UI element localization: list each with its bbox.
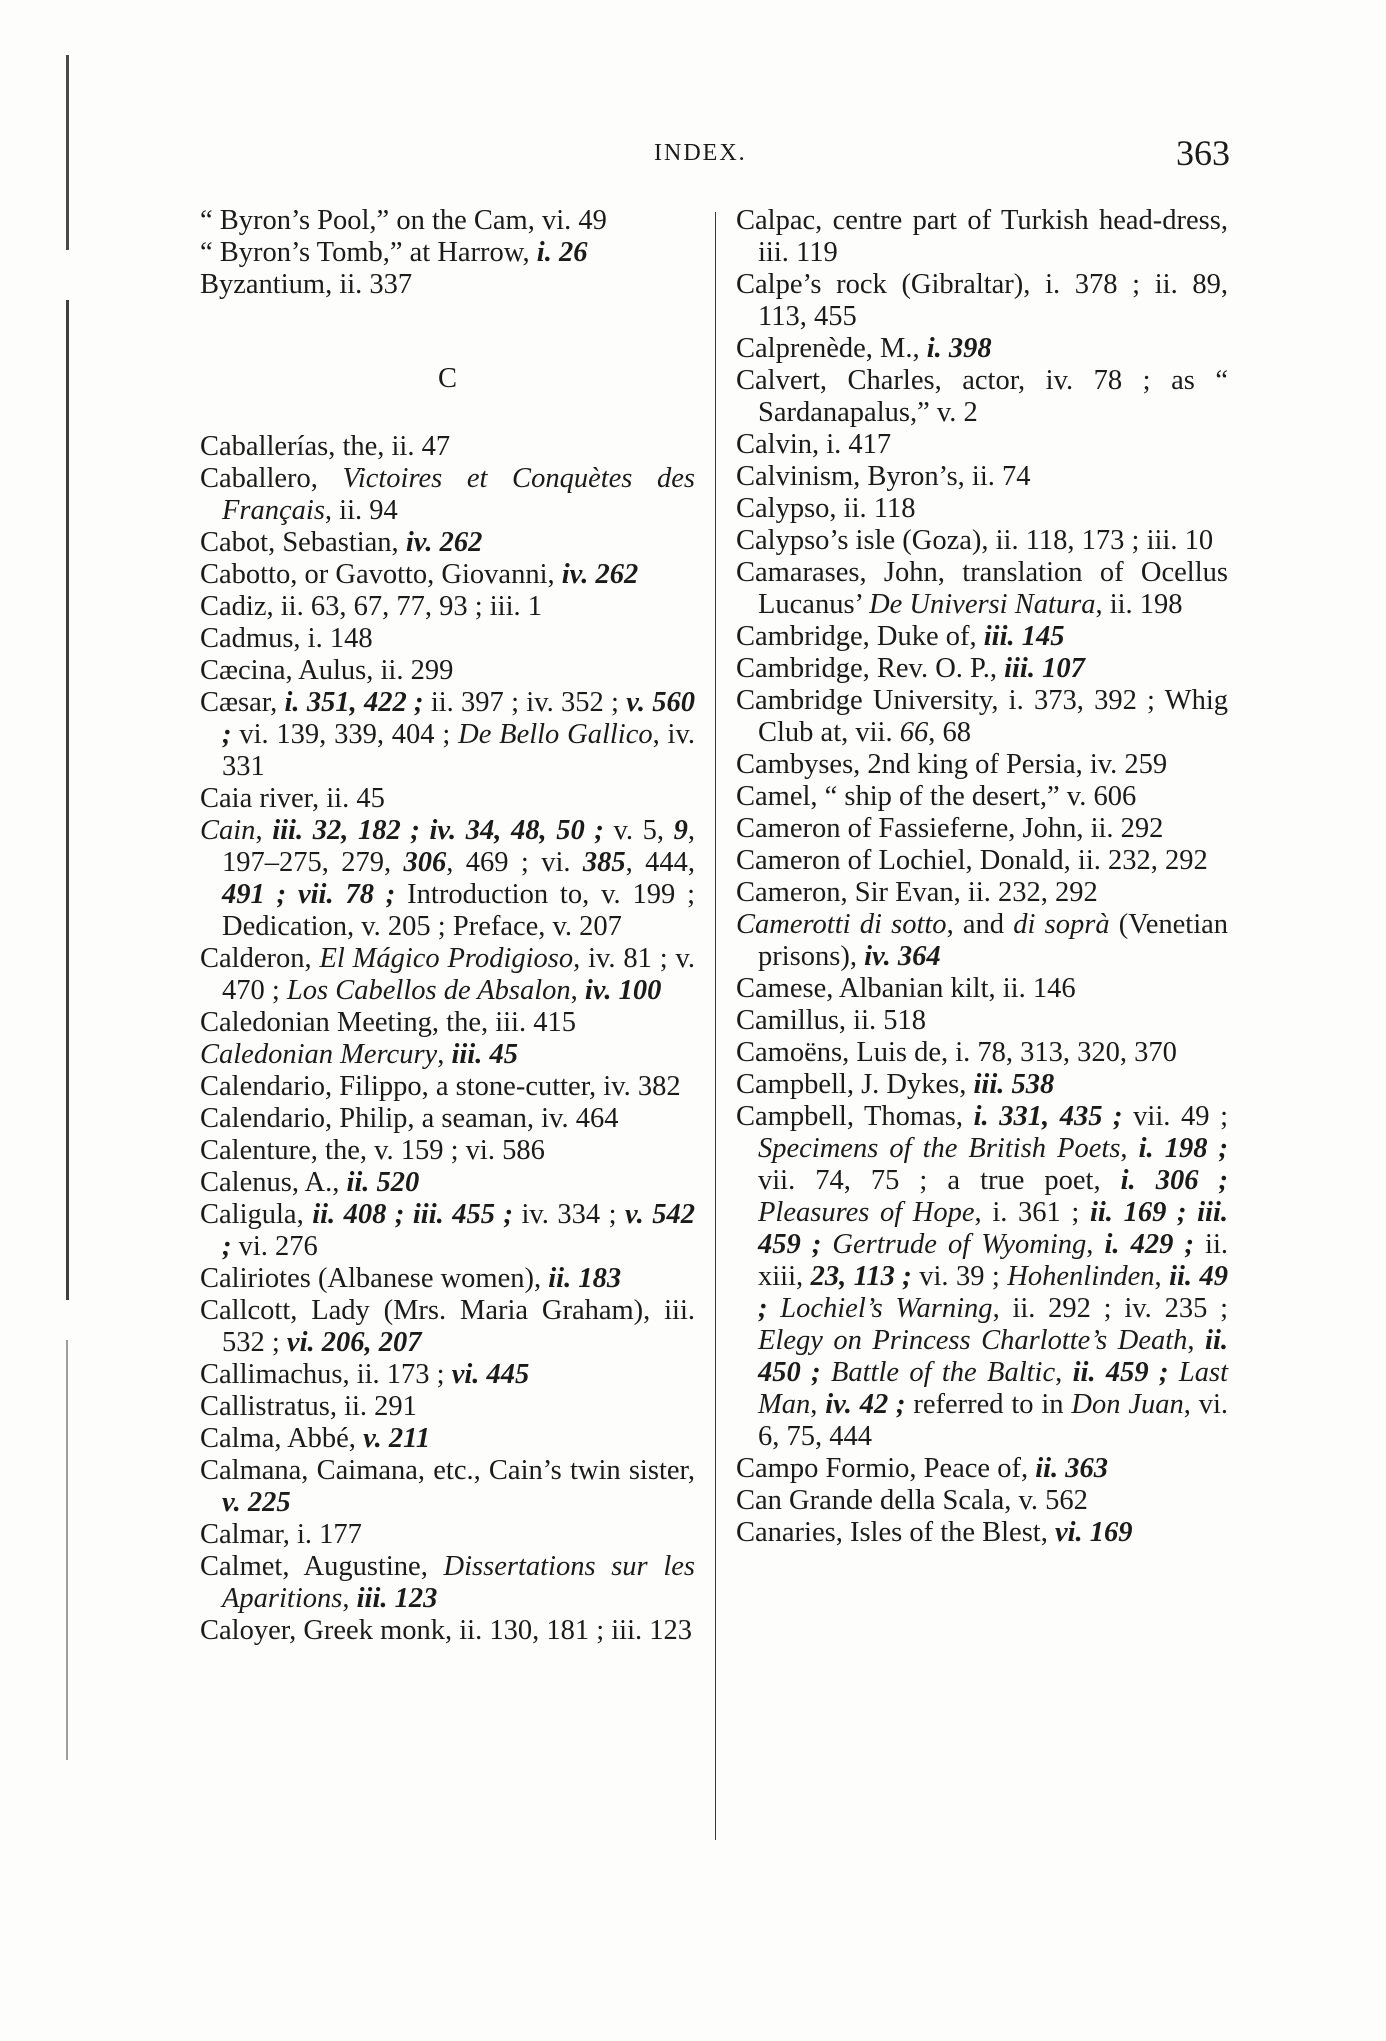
- entry-text: iii. 107: [1004, 653, 1085, 684]
- entry-text: Elegy on Princess Charlotte’s Death: [758, 1325, 1188, 1356]
- entry-text: iii. 45: [451, 1039, 518, 1070]
- index-entry: [200, 237, 695, 269]
- entry-text: ,: [1154, 1261, 1170, 1292]
- entry-text: ii. 49 ;: [758, 1261, 1229, 1324]
- entry-text: Pleasures of Hope: [758, 1197, 975, 1228]
- entry-text: Calpe’s rock (Gibraltar), i. 378 ; ii. 89, 113, 455: [736, 269, 1228, 332]
- index-entry: [200, 1295, 695, 1359]
- column-divider: [715, 212, 716, 1840]
- entry-text: Calma, Abbé,: [200, 1423, 364, 1454]
- index-entry: [200, 1615, 695, 1647]
- entry-text: , 469 ; vi.: [446, 847, 583, 878]
- entry-text: Camoëns, Luis de, i. 78, 313, 320, 370: [736, 1037, 1177, 1068]
- entry-text: referred to in: [905, 1389, 1072, 1420]
- index-entry: [200, 269, 695, 301]
- index-entry: [200, 1519, 695, 1551]
- entry-text: vii. 49 ;: [1122, 1101, 1228, 1132]
- index-entry: [200, 1455, 695, 1519]
- entry-text: , and: [946, 909, 1014, 940]
- index-entry: [736, 269, 1228, 333]
- index-entry: [200, 623, 695, 655]
- index-entry: [200, 1423, 695, 1455]
- margin-binding-line: [66, 1340, 68, 1760]
- entry-text: Caballero,: [200, 463, 343, 494]
- entry-text: Calypso’s isle (Goza), ii. 118, 173 ; iii. 10: [736, 525, 1214, 556]
- entry-text: i. 198 ;: [1138, 1133, 1228, 1164]
- entry-text: Calmana, Caimana, etc., Cain’s twin sister,: [200, 1455, 695, 1486]
- index-entry: [200, 559, 695, 591]
- entry-text: Calendario, Filippo, a stone-cutter, iv. 382: [200, 1071, 681, 1102]
- entry-text: ii. 520: [346, 1167, 420, 1198]
- entry-text: vii. 74, 75 ; a true poet,: [758, 1165, 1121, 1196]
- index-entry: [736, 1453, 1228, 1485]
- index-entry: [736, 973, 1228, 1005]
- entry-text: De Bello Gallico: [458, 719, 653, 750]
- entry-text: Gertrude of Wyoming: [832, 1229, 1087, 1260]
- entry-text: ii. 183: [548, 1263, 622, 1294]
- index-entry: [200, 205, 695, 237]
- entry-text: , ii. 292 ; iv. 235 ;: [992, 1293, 1228, 1324]
- entry-text: ,: [437, 1039, 452, 1070]
- section-gap: [200, 301, 695, 333]
- entry-text: Calendario, Philip, a seaman, iv. 464: [200, 1103, 619, 1134]
- entry-text: Dissertations sur les Aparitions: [222, 1551, 695, 1614]
- entry-text: ii. xiii,: [758, 1229, 1228, 1292]
- entry-text: iv. 262: [561, 559, 639, 590]
- entry-text: 9: [673, 815, 688, 846]
- entry-text: Caballerías, the, ii. 47: [200, 431, 451, 462]
- entry-text: ii. 397 ; iv. 352 ;: [423, 687, 627, 718]
- entry-text: vi. 206, 207: [286, 1327, 422, 1358]
- entry-text: iii. 123: [356, 1583, 438, 1614]
- entry-text: Callcott, Lady (Mrs. Maria Graham), iii. 532 ;: [200, 1295, 695, 1358]
- entry-text: ,: [1187, 1325, 1206, 1356]
- entry-text: , i. 361 ;: [974, 1197, 1090, 1228]
- margin-binding-line: [66, 300, 69, 1300]
- entry-text: Cameron of Lochiel, Donald, ii. 232, 292: [736, 845, 1208, 876]
- entry-text: Callimachus, ii. 173 ;: [200, 1359, 452, 1390]
- entry-text: Cambridge, Rev. O. P.,: [736, 653, 1005, 684]
- entry-text: i. 398: [926, 333, 992, 364]
- index-entry: [736, 1069, 1228, 1101]
- entry-text: Calenus, A.,: [200, 1167, 347, 1198]
- index-entry: [200, 1199, 695, 1263]
- entry-text: i. 306 ;: [1120, 1165, 1228, 1196]
- entry-text: , 444,: [625, 847, 696, 878]
- entry-text: ,: [1086, 1229, 1105, 1260]
- index-entry: [200, 655, 695, 687]
- entry-text: v. 542 ;: [222, 1199, 696, 1262]
- entry-text: Hohenlinden: [1007, 1261, 1155, 1292]
- entry-text: Cæsar,: [200, 687, 285, 718]
- entry-text: Don Juan: [1071, 1389, 1184, 1420]
- entry-text: Calvin, i. 417: [736, 429, 892, 460]
- index-entry: [200, 1263, 695, 1295]
- index-entry: [736, 1037, 1228, 1069]
- entry-text: Campbell, Thomas,: [736, 1101, 974, 1132]
- index-entry: [736, 525, 1228, 557]
- entry-text: ,: [570, 975, 585, 1006]
- entry-text: , 68: [928, 717, 971, 748]
- entry-text: Campbell, J. Dykes,: [736, 1069, 974, 1100]
- entry-text: Camillus, ii. 518: [736, 1005, 927, 1036]
- entry-text: iii. 32, 182 ; iv. 34, 48, 50 ;: [272, 815, 604, 846]
- entry-text: iv. 364: [864, 941, 941, 972]
- entry-text: , ii. 198: [1095, 589, 1183, 620]
- entry-text: Los Cabellos de Absalon: [286, 975, 571, 1006]
- index-entry: [736, 749, 1228, 781]
- entry-text: 491 ; vii. 78 ;: [222, 879, 396, 910]
- entry-text: [821, 1357, 831, 1388]
- entry-text: Lochiel’s Warning: [780, 1293, 993, 1324]
- index-entry: [736, 557, 1228, 621]
- index-entry: [736, 429, 1228, 461]
- entry-text: Cain: [200, 815, 256, 846]
- index-entry: [736, 1101, 1228, 1453]
- entry-text: ,: [810, 1389, 826, 1420]
- entry-text: ,: [255, 815, 273, 846]
- entry-text: iii. 145: [983, 621, 1065, 652]
- index-entry: [736, 1005, 1228, 1037]
- index-entry: [200, 1007, 695, 1039]
- entry-text: El Mágico Prodigioso: [319, 943, 574, 974]
- index-entry: [736, 653, 1228, 685]
- entry-text: v. 5,: [603, 815, 674, 846]
- index-entry: [736, 1485, 1228, 1517]
- entry-text: Cæcina, Aulus, ii. 299: [200, 655, 454, 686]
- right-index-column: [736, 205, 1228, 1549]
- entry-text: , iv. 81 ; v. 470 ;: [222, 943, 695, 1006]
- entry-text: Byzantium, ii. 337: [200, 269, 413, 300]
- entry-text: , ii. 94: [324, 495, 398, 526]
- index-entry: [736, 205, 1228, 269]
- entry-text: ,: [342, 1583, 357, 1614]
- entry-text: [1169, 1357, 1179, 1388]
- entry-text: vi. 169: [1054, 1517, 1133, 1548]
- index-entry: [200, 815, 695, 943]
- index-entry: [200, 1103, 695, 1135]
- index-entry: [200, 1359, 695, 1391]
- entry-text: ii. 450 ;: [758, 1325, 1228, 1388]
- entry-text: , iv. 331: [222, 719, 695, 782]
- entry-text: Campo Formio, Peace of,: [736, 1453, 1036, 1484]
- index-entry: [736, 909, 1228, 973]
- entry-text: “ Byron’s Tomb,” at Harrow,: [200, 237, 537, 268]
- index-entry: [736, 813, 1228, 845]
- index-entry: [200, 591, 695, 623]
- entry-text: ,: [1055, 1357, 1073, 1388]
- entry-text: Callistratus, ii. 291: [200, 1391, 417, 1422]
- entry-text: iii. 538: [973, 1069, 1055, 1100]
- index-entry: [200, 1039, 695, 1071]
- entry-text: Cambridge University, i. 373, 392 ; Whig Club at, vii.: [736, 685, 1228, 748]
- entry-text: Caledonian Mercury: [200, 1039, 438, 1070]
- entry-text: Calvinism, Byron’s, ii. 74: [736, 461, 1031, 492]
- entry-text: 23, 113 ;: [810, 1261, 912, 1292]
- entry-text: 306: [403, 847, 447, 878]
- index-entry: [736, 1517, 1228, 1549]
- index-entry: [200, 943, 695, 1007]
- index-entry: [736, 493, 1228, 525]
- entry-text: iv. 100: [584, 975, 662, 1006]
- entry-text: i. 331, 435 ;: [973, 1101, 1123, 1132]
- entry-text: Calpac, centre part of Turkish head-dress, iii. 119: [736, 205, 1228, 268]
- entry-text: Caia river, ii. 45: [200, 783, 385, 814]
- entry-text: di soprà: [1013, 909, 1110, 940]
- entry-text: iv. 334 ;: [512, 1199, 626, 1230]
- entry-text: Specimens of the British Poets: [758, 1133, 1121, 1164]
- entry-text: Canaries, Isles of the Blest,: [736, 1517, 1055, 1548]
- index-entry: [736, 365, 1228, 429]
- entry-text: Caloyer, Greek monk, ii. 130, 181 ; iii. 123: [200, 1615, 693, 1646]
- entry-text: Can Grande della Scala, v. 562: [736, 1485, 1088, 1516]
- entry-text: Caledonian Meeting, the, iii. 415: [200, 1007, 576, 1038]
- entry-text: , vi. 6, 75, 444: [758, 1389, 1228, 1452]
- entry-text: , 197–275, 279,: [222, 815, 696, 878]
- entry-text: Cabot, Sebastian,: [200, 527, 406, 558]
- entry-text: Calenture, the, v. 159 ; vi. 586: [200, 1135, 545, 1166]
- entry-text: ii. 363: [1035, 1453, 1109, 1484]
- letter-heading: C: [437, 363, 457, 394]
- entry-text: vi. 445: [451, 1359, 530, 1390]
- entry-text: Calderon,: [200, 943, 320, 974]
- index-entry: [200, 1167, 695, 1199]
- running-head: INDEX.: [654, 140, 747, 166]
- index-entry: [736, 877, 1228, 909]
- entry-text: Last Man: [758, 1357, 1229, 1420]
- entry-text: Cameron, Sir Evan, ii. 232, 292: [736, 877, 1098, 908]
- entry-text: v. 211: [363, 1423, 431, 1454]
- entry-text: Cadiz, ii. 63, 67, 77, 93 ; iii. 1: [200, 591, 542, 622]
- page-header: [0, 132, 1386, 182]
- index-entry: [200, 1551, 695, 1615]
- index-entry: [736, 333, 1228, 365]
- entry-text: Calprenède, M.,: [736, 333, 927, 364]
- entry-text: Cambyses, 2nd king of Persia, iv. 259: [736, 749, 1168, 780]
- entry-text: Victoires et Conquètes des Français: [222, 463, 695, 526]
- left-index-column: [200, 205, 695, 1647]
- entry-text: Introduction to, v. 199 ; Dedication, v. 205 ; Preface, v. 207: [222, 879, 696, 942]
- entry-text: Cadmus, i. 148: [200, 623, 373, 654]
- entry-text: i. 26: [536, 237, 588, 268]
- entry-text: vi. 39 ;: [911, 1261, 1008, 1292]
- index-entry: [200, 687, 695, 783]
- entry-text: vi. 139, 339, 404 ;: [231, 719, 459, 750]
- index-entry: [200, 1071, 695, 1103]
- index-entry: [736, 685, 1228, 749]
- entry-text: “ Byron’s Pool,” on the Cam, vi. 49: [200, 205, 607, 236]
- entry-text: Camel, “ ship of the desert,” v. 606: [736, 781, 1137, 812]
- entry-text: ,: [1120, 1133, 1139, 1164]
- entry-text: ii. 459 ;: [1072, 1357, 1169, 1388]
- entry-text: i. 351, 422 ;: [284, 687, 424, 718]
- entry-text: Cambridge, Duke of,: [736, 621, 984, 652]
- index-entry: [200, 431, 695, 463]
- entry-text: Cabotto, or Gavotto, Giovanni,: [200, 559, 562, 590]
- index-entry: [736, 621, 1228, 653]
- entry-text: 66: [899, 717, 929, 748]
- entry-text: ii. 408 ; iii. 455 ;: [312, 1199, 513, 1230]
- entry-text: Battle of the Baltic: [830, 1357, 1056, 1388]
- index-entry: [200, 783, 695, 815]
- index-entry: [200, 1391, 695, 1423]
- entry-text: Calvert, Charles, actor, iv. 78 ; as “ Sardanapalus,” v. 2: [736, 365, 1228, 428]
- index-entry: [736, 845, 1228, 877]
- entry-text: Caliriotes (Albanese women),: [200, 1263, 549, 1294]
- index-entry: [200, 1135, 695, 1167]
- index-entry: [736, 781, 1228, 813]
- entry-text: De Universi Natura: [869, 589, 1096, 620]
- entry-text: Camerotti di sotto: [736, 909, 947, 940]
- entry-text: 385: [582, 847, 626, 878]
- entry-text: Calmar, i. 177: [200, 1519, 362, 1550]
- entry-text: Caligula,: [200, 1199, 313, 1230]
- page-number: 363: [1176, 133, 1230, 173]
- entry-text: iv. 262: [405, 527, 483, 558]
- entry-text: Camese, Albanian kilt, ii. 146: [736, 973, 1076, 1004]
- entry-text: Calypso, ii. 118: [736, 493, 916, 524]
- entry-text: Calmet, Augustine,: [200, 1551, 444, 1582]
- entry-text: [768, 1293, 781, 1324]
- index-entry: [200, 463, 695, 527]
- entry-text: v. 560 ;: [222, 687, 695, 750]
- entry-text: v. 225: [222, 1487, 291, 1518]
- entry-text: ii. 169 ; iii. 459 ;: [758, 1197, 1228, 1260]
- entry-text: Camarases, John, translation of Ocellus Lucanus’: [736, 557, 1228, 620]
- index-entry: [200, 527, 695, 559]
- entry-text: vi. 276: [231, 1231, 318, 1262]
- entry-text: i. 429 ;: [1104, 1229, 1194, 1260]
- entry-text: [821, 1229, 832, 1260]
- entry-text: (Venetian prisons),: [758, 909, 1229, 972]
- index-entry: [736, 461, 1228, 493]
- entry-text: Cameron of Fassieferne, John, ii. 292: [736, 813, 1164, 844]
- entry-text: iv. 42 ;: [825, 1389, 906, 1420]
